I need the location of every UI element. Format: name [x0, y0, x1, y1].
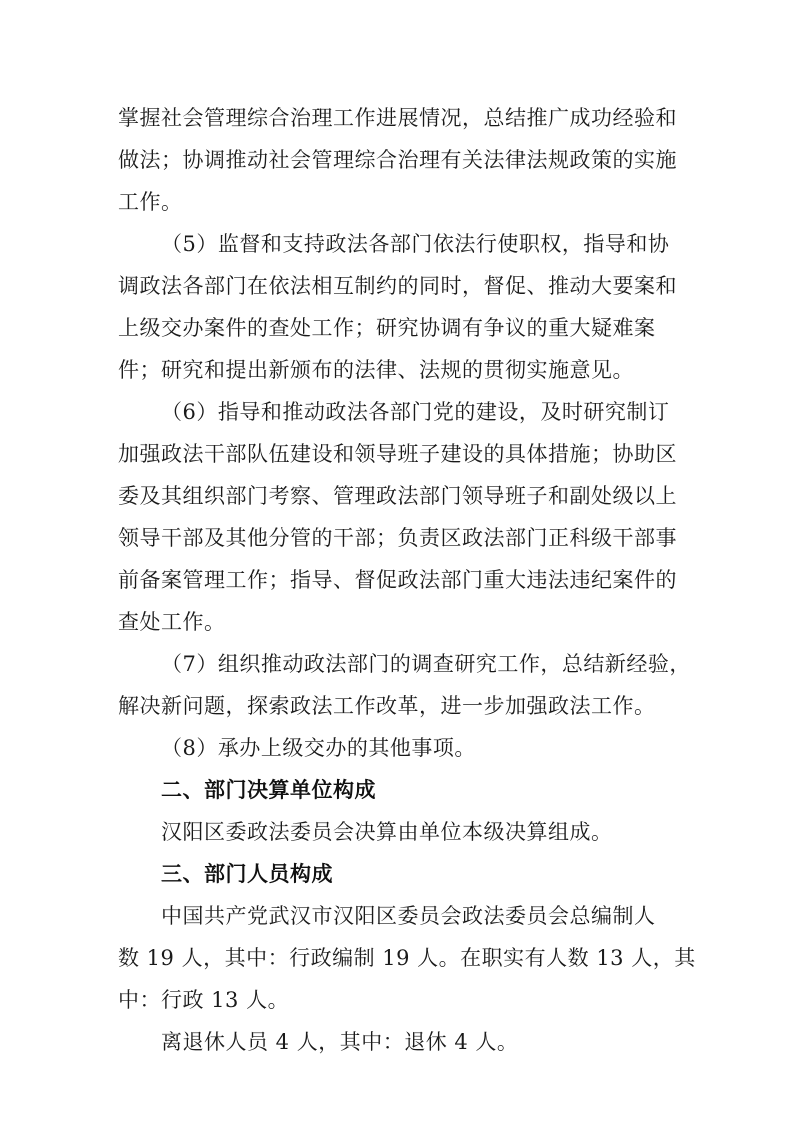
paragraph-line: 上级交办案件的查处工作；研究协调有争议的重大疑难案: [118, 316, 656, 340]
paragraph-line: 领导干部及其他分管的干部；负责区政法部门正科级干部事: [118, 526, 677, 550]
paragraph-line: 离退休人员 4 人，其中：退休 4 人。: [161, 1030, 519, 1054]
section-heading: 三、部门人员构成: [161, 862, 333, 886]
paragraph-line: （8）承办上级交办的其他事项。: [161, 736, 476, 760]
paragraph-line: 件；研究和提出新颁布的法律、法规的贯彻实施意见。: [118, 358, 634, 382]
paragraph-line: 查处工作。: [118, 610, 226, 634]
paragraph-line: （7）组织推动政法部门的调查研究工作，总结新经验，: [161, 652, 691, 676]
paragraph-line: 工作。: [118, 190, 183, 214]
paragraph-line: 汉阳区委政法委员会决算由单位本级决算组成。: [161, 820, 613, 844]
paragraph-line: 解决新问题，探索政法工作改革，进一步加强政法工作。: [118, 694, 656, 718]
paragraph-line: 数 19 人，其中：行政编制 19 人。在职实有人数 13 人，其: [118, 946, 696, 970]
paragraph-line: 掌握社会管理综合治理工作进展情况，总结推广成功经验和: [118, 106, 677, 130]
paragraph-line: 中：行政 13 人。: [118, 988, 290, 1012]
section-heading: 二、部门决算单位构成: [161, 778, 376, 802]
paragraph-line: 前备案管理工作；指导、督促政法部门重大违法违纪案件的: [118, 568, 677, 592]
paragraph-line: 中国共产党武汉市汉阳区委员会政法委员会总编制人: [161, 904, 656, 928]
paragraph-line: 委及其组织部门考察、管理政法部门领导班子和副处级以上: [118, 484, 677, 508]
paragraph-line: 加强政法干部队伍建设和领导班子建设的具体措施；协助区: [118, 442, 677, 466]
paragraph-line: （5）监督和支持政法各部门依法行使职权，指导和协: [161, 232, 670, 256]
paragraph-line: （6）指导和推动政法各部门党的建设，及时研究制订: [161, 400, 670, 424]
paragraph-line: 做法；协调推动社会管理综合治理有关法律法规政策的实施: [118, 148, 677, 172]
paragraph-line: 调政法各部门在依法相互制约的同时，督促、推动大要案和: [118, 274, 677, 298]
